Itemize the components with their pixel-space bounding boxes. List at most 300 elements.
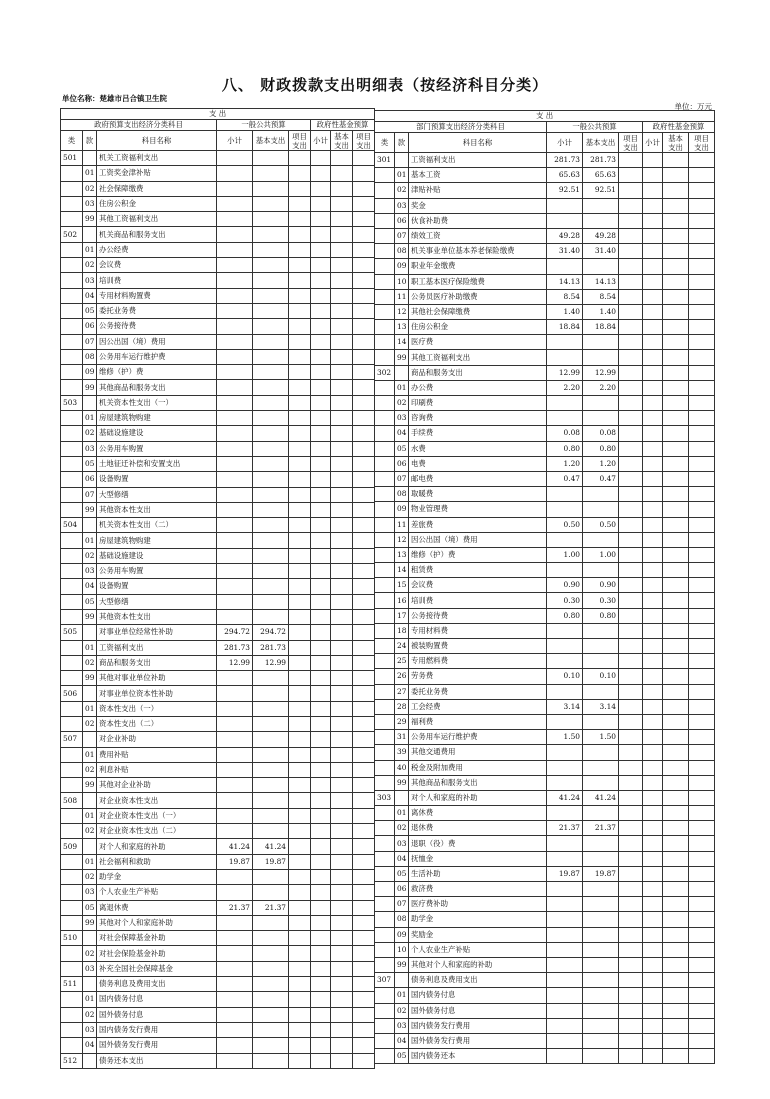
table-cell	[375, 441, 395, 456]
table-cell	[619, 730, 643, 745]
table-cell: 06	[395, 882, 409, 897]
table-cell	[663, 1049, 689, 1064]
table-cell	[331, 793, 353, 808]
table-row	[61, 1038, 375, 1053]
table-cell	[289, 594, 311, 609]
table-cell	[619, 654, 643, 669]
table-row	[61, 869, 375, 884]
table-cell: 0.47	[547, 471, 583, 486]
table-cell	[217, 258, 253, 273]
table-cell: 03	[83, 564, 97, 579]
table-row	[375, 927, 715, 942]
table-cell	[311, 349, 331, 364]
table-cell	[643, 882, 663, 897]
table-cell	[311, 564, 331, 579]
table-cell	[353, 456, 375, 471]
table-cell	[643, 153, 663, 168]
table-row	[61, 747, 375, 762]
table-cell: 92.51	[547, 183, 583, 198]
table-cell	[375, 168, 395, 183]
table-cell: 对企业资本性支出（一）	[97, 808, 217, 823]
table-cell	[311, 319, 331, 334]
table-cell	[689, 988, 715, 1003]
table-cell	[643, 183, 663, 198]
table-cell: 绩效工资	[409, 228, 547, 243]
table-cell	[663, 228, 689, 243]
table-cell	[547, 851, 583, 866]
table-cell: 0.47	[583, 471, 619, 486]
table-cell	[331, 319, 353, 334]
table-cell	[663, 517, 689, 532]
table-cell	[253, 931, 289, 946]
table-row	[61, 441, 375, 456]
table-row	[61, 242, 375, 257]
table-cell	[689, 1033, 715, 1048]
table-cell	[253, 701, 289, 716]
table-cell	[353, 166, 375, 181]
table-cell	[311, 456, 331, 471]
table-cell: 14	[395, 563, 409, 578]
table-cell	[331, 365, 353, 380]
table-cell	[375, 988, 395, 1003]
table-row	[61, 900, 375, 915]
table-cell	[375, 760, 395, 775]
table-cell	[353, 885, 375, 900]
table-cell	[311, 762, 331, 777]
left-col-header: 小计	[217, 131, 253, 151]
table-cell: 3.14	[547, 699, 583, 714]
table-cell	[583, 760, 619, 775]
table-cell	[689, 289, 715, 304]
table-row	[375, 289, 715, 304]
table-cell: 04	[83, 288, 97, 303]
table-cell	[311, 686, 331, 701]
table-cell: 设备购置	[97, 472, 217, 487]
table-cell	[331, 640, 353, 655]
table-cell	[253, 258, 289, 273]
table-cell	[619, 153, 643, 168]
table-row	[375, 563, 715, 578]
table-cell	[253, 1022, 289, 1037]
table-cell	[331, 411, 353, 426]
table-cell	[61, 655, 83, 670]
table-row	[61, 564, 375, 579]
table-cell	[331, 716, 353, 731]
table-cell: 04	[395, 851, 409, 866]
table-cell	[375, 471, 395, 486]
table-cell	[289, 808, 311, 823]
table-cell: 07	[395, 228, 409, 243]
table-cell: 99	[83, 671, 97, 686]
table-cell: 国外债务付息	[409, 1003, 547, 1018]
table-cell: 会议费	[409, 578, 547, 593]
table-cell	[61, 885, 83, 900]
table-cell	[583, 654, 619, 669]
table-cell	[663, 168, 689, 183]
table-cell	[689, 851, 715, 866]
table-cell	[619, 532, 643, 547]
table-cell	[331, 931, 353, 946]
table-cell: 其他交通费用	[409, 745, 547, 760]
table-cell	[619, 183, 643, 198]
table-cell	[289, 824, 311, 839]
table-cell: 09	[395, 502, 409, 517]
table-cell	[311, 961, 331, 976]
table-cell	[663, 487, 689, 502]
table-cell: 差旅费	[409, 517, 547, 532]
table-row	[61, 380, 375, 395]
table-cell	[253, 288, 289, 303]
table-cell: 92.51	[583, 183, 619, 198]
table-cell	[217, 212, 253, 227]
table-cell	[663, 365, 689, 380]
table-cell: 手续费	[409, 426, 547, 441]
table-row	[375, 790, 715, 805]
table-cell	[61, 808, 83, 823]
table-cell	[689, 198, 715, 213]
table-cell	[583, 1018, 619, 1033]
table-cell: 0.08	[547, 426, 583, 441]
table-cell	[583, 639, 619, 654]
table-cell: 8.54	[583, 289, 619, 304]
table-cell: 伙食补助费	[409, 213, 547, 228]
table-row	[375, 1049, 715, 1064]
table-cell	[643, 608, 663, 623]
table-cell	[547, 714, 583, 729]
table-cell	[217, 1053, 253, 1068]
right-header-expenditure: 支 出	[375, 111, 715, 122]
table-cell	[583, 213, 619, 228]
table-cell	[217, 548, 253, 563]
table-cell	[353, 961, 375, 976]
table-cell	[643, 304, 663, 319]
table-cell	[253, 518, 289, 533]
table-cell	[643, 441, 663, 456]
table-cell	[331, 655, 353, 670]
table-row	[61, 334, 375, 349]
table-cell: 10	[395, 274, 409, 289]
table-cell	[375, 274, 395, 289]
table-cell	[643, 821, 663, 836]
table-cell	[217, 426, 253, 441]
table-cell	[689, 790, 715, 805]
table-cell: 基本工资	[409, 168, 547, 183]
table-cell	[61, 288, 83, 303]
table-cell: 03	[395, 836, 409, 851]
table-cell	[83, 931, 97, 946]
table-cell	[663, 304, 689, 319]
table-cell	[289, 258, 311, 273]
table-cell	[289, 915, 311, 930]
table-cell	[353, 625, 375, 640]
table-cell: 01	[83, 747, 97, 762]
table-cell	[331, 441, 353, 456]
table-cell	[583, 487, 619, 502]
left-col-header: 基本支出	[253, 131, 289, 151]
table-cell	[217, 1022, 253, 1037]
table-cell: 社会保障缴费	[97, 181, 217, 196]
table-cell	[375, 654, 395, 669]
table-cell: 国内债务发行费用	[97, 1022, 217, 1037]
table-cell	[331, 778, 353, 793]
table-row	[375, 775, 715, 790]
table-cell	[547, 1049, 583, 1064]
table-cell	[217, 502, 253, 517]
table-cell	[331, 915, 353, 930]
table-cell	[217, 151, 253, 166]
table-cell	[253, 548, 289, 563]
table-cell	[643, 654, 663, 669]
table-cell: 个人农业生产补贴	[409, 942, 547, 957]
table-cell	[331, 824, 353, 839]
table-cell: 06	[83, 319, 97, 334]
table-cell	[375, 851, 395, 866]
table-cell: 社会福利和救助	[97, 854, 217, 869]
table-cell	[353, 793, 375, 808]
table-cell	[689, 441, 715, 456]
table-cell	[583, 957, 619, 972]
table-cell: 03	[395, 198, 409, 213]
table-cell	[253, 686, 289, 701]
table-cell: 因公出国（境）费用	[97, 334, 217, 349]
table-cell: 租赁费	[409, 563, 547, 578]
table-cell	[619, 851, 643, 866]
table-cell: 02	[83, 181, 97, 196]
table-cell	[663, 608, 689, 623]
table-cell: 14.13	[547, 274, 583, 289]
table-cell	[619, 973, 643, 988]
table-cell	[61, 441, 83, 456]
table-cell	[311, 303, 331, 318]
table-cell	[331, 854, 353, 869]
table-cell	[61, 915, 83, 930]
table-cell	[375, 411, 395, 426]
table-cell	[289, 303, 311, 318]
table-cell	[619, 426, 643, 441]
table-cell	[663, 547, 689, 562]
table-row	[375, 897, 715, 912]
table-cell: 509	[61, 839, 83, 854]
table-cell: 27	[395, 684, 409, 699]
table-cell	[311, 166, 331, 181]
table-cell	[217, 747, 253, 762]
table-cell	[375, 775, 395, 790]
table-row	[375, 153, 715, 168]
table-cell	[689, 623, 715, 638]
table-cell	[289, 655, 311, 670]
table-cell: 咨询费	[409, 411, 547, 426]
table-row	[61, 915, 375, 930]
table-row	[375, 745, 715, 760]
table-cell	[253, 671, 289, 686]
table-cell: 08	[395, 912, 409, 927]
table-cell	[689, 745, 715, 760]
table-cell: 29	[395, 714, 409, 729]
table-cell: 0.30	[547, 593, 583, 608]
table-cell	[311, 869, 331, 884]
table-cell: 19.87	[583, 866, 619, 881]
table-cell	[61, 472, 83, 487]
table-cell	[547, 957, 583, 972]
table-cell	[643, 699, 663, 714]
table-cell: 福利费	[409, 714, 547, 729]
table-row	[61, 1053, 375, 1068]
table-cell: 99	[395, 957, 409, 972]
table-cell	[663, 274, 689, 289]
table-cell	[663, 623, 689, 638]
table-cell: 对企业资本性支出（二）	[97, 824, 217, 839]
table-cell: 25	[395, 654, 409, 669]
table-cell	[375, 502, 395, 517]
table-cell	[61, 166, 83, 181]
table-cell	[619, 790, 643, 805]
table-cell	[663, 957, 689, 972]
table-cell	[643, 745, 663, 760]
table-cell	[253, 747, 289, 762]
table-cell	[83, 686, 97, 701]
table-cell	[311, 609, 331, 624]
table-cell: 03	[395, 1018, 409, 1033]
table-row	[375, 988, 715, 1003]
table-cell	[311, 151, 331, 166]
table-cell	[253, 594, 289, 609]
table-cell: 国内债务发行费用	[409, 1018, 547, 1033]
table-cell	[583, 198, 619, 213]
table-row	[61, 365, 375, 380]
table-cell: 取暖费	[409, 487, 547, 502]
table-cell	[253, 411, 289, 426]
table-cell: 02	[83, 762, 97, 777]
table-cell	[643, 684, 663, 699]
table-cell	[583, 1049, 619, 1064]
table-cell	[253, 242, 289, 257]
table-cell: 国外债务付息	[97, 1007, 217, 1022]
table-cell	[311, 533, 331, 548]
table-row	[61, 273, 375, 288]
table-cell	[61, 1022, 83, 1037]
table-cell	[217, 977, 253, 992]
table-cell	[253, 885, 289, 900]
table-cell: 0.30	[583, 593, 619, 608]
table-cell: 12.99	[217, 655, 253, 670]
table-cell: 税金及附加费用	[409, 760, 547, 775]
table-cell: 其他对个人和家庭的补助	[409, 957, 547, 972]
table-cell	[353, 242, 375, 257]
table-cell: 医疗费	[409, 335, 547, 350]
table-cell	[663, 942, 689, 957]
table-cell	[217, 716, 253, 731]
table-cell	[353, 349, 375, 364]
table-cell	[663, 1033, 689, 1048]
table-cell: 其他对个人和家庭补助	[97, 915, 217, 930]
table-cell: 07	[83, 487, 97, 502]
table-cell	[689, 942, 715, 957]
table-cell: 邮电费	[409, 471, 547, 486]
table-cell	[353, 411, 375, 426]
table-row	[375, 730, 715, 745]
table-cell	[583, 623, 619, 638]
table-cell: 02	[83, 548, 97, 563]
table-cell	[689, 1049, 715, 1064]
table-cell	[331, 747, 353, 762]
table-cell	[689, 183, 715, 198]
table-cell	[689, 775, 715, 790]
table-cell: 委托业务费	[409, 684, 547, 699]
table-cell: 05	[83, 456, 97, 471]
table-row	[61, 885, 375, 900]
table-cell: 15	[395, 578, 409, 593]
table-cell	[643, 471, 663, 486]
table-cell	[689, 320, 715, 335]
table-cell	[331, 502, 353, 517]
table-cell	[583, 684, 619, 699]
table-cell	[331, 151, 353, 166]
table-cell	[643, 456, 663, 471]
table-cell	[375, 639, 395, 654]
table-cell	[689, 760, 715, 775]
table-cell	[547, 411, 583, 426]
table-cell	[217, 303, 253, 318]
table-cell: 物业管理费	[409, 502, 547, 517]
table-cell	[663, 745, 689, 760]
table-cell	[663, 411, 689, 426]
table-cell: 01	[83, 992, 97, 1007]
unit-label: 单位：万元	[674, 102, 712, 111]
table-row	[61, 640, 375, 655]
table-cell: 0.80	[583, 441, 619, 456]
table-cell: 助学金	[97, 869, 217, 884]
table-cell	[689, 228, 715, 243]
table-row	[61, 319, 375, 334]
table-cell	[311, 839, 331, 854]
table-row	[61, 227, 375, 242]
table-cell	[689, 927, 715, 942]
table-cell	[217, 196, 253, 211]
table-cell	[619, 866, 643, 881]
table-cell	[331, 946, 353, 961]
table-cell	[663, 456, 689, 471]
table-cell: 02	[83, 716, 97, 731]
left-col-header: 项目支出	[289, 131, 311, 151]
table-cell	[395, 973, 409, 988]
table-cell: 02	[395, 183, 409, 198]
table-cell	[253, 762, 289, 777]
table-cell	[663, 289, 689, 304]
table-row	[61, 1007, 375, 1022]
table-cell	[583, 988, 619, 1003]
table-cell	[311, 334, 331, 349]
table-cell	[289, 732, 311, 747]
table-cell	[689, 1018, 715, 1033]
table-cell	[353, 564, 375, 579]
table-cell	[689, 639, 715, 654]
table-cell	[353, 533, 375, 548]
table-cell	[353, 487, 375, 502]
table-cell	[83, 977, 97, 992]
table-cell	[61, 380, 83, 395]
table-cell	[583, 745, 619, 760]
table-cell	[83, 1053, 97, 1068]
table-cell	[311, 273, 331, 288]
table-cell	[375, 563, 395, 578]
table-cell: 其他工资福利支出	[97, 212, 217, 227]
table-row	[375, 851, 715, 866]
table-cell: 05	[83, 303, 97, 318]
table-cell	[663, 684, 689, 699]
table-cell	[353, 227, 375, 242]
table-cell: 对事业单位经常性补助	[97, 625, 217, 640]
table-cell	[353, 273, 375, 288]
